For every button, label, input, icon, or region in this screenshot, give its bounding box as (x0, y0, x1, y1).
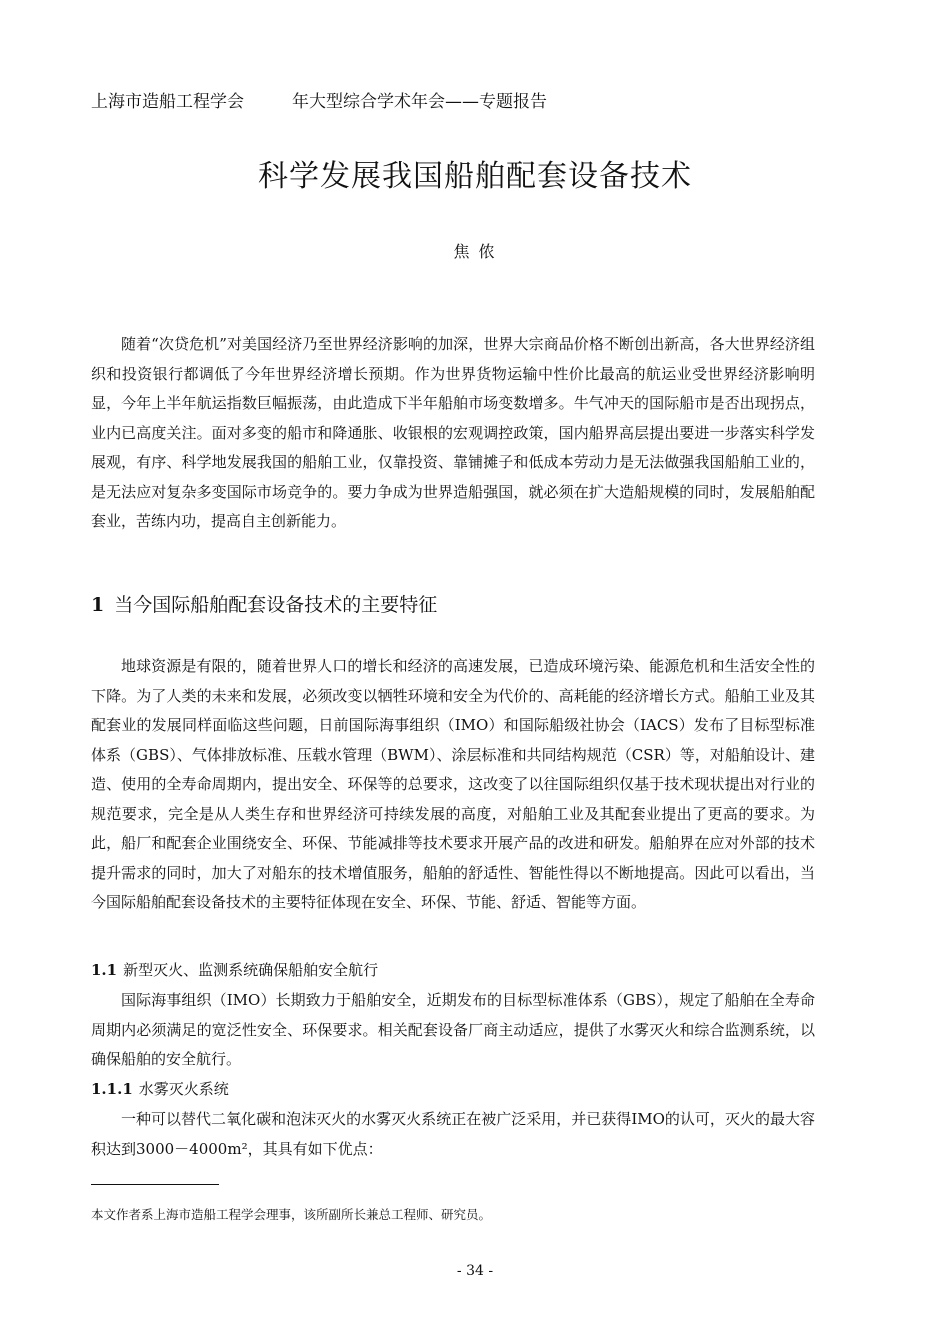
author-name: 焦 侬 (453, 242, 497, 261)
header-event: 年大型综合学术年会——专题报告 (292, 92, 547, 112)
subsection-1-1-1-body (91, 1105, 815, 1164)
subsection-1-1-heading (91, 956, 378, 986)
paper-title: 科学发展我国船舶配套设备技术 (258, 159, 692, 194)
intro-section (91, 330, 815, 537)
subsection-1-1-1-paragraph: 一种可以替代二氧化碳和泡沫灭火的水雾灭火系统正在被广泛采用，并已获得IMO的认可，灭火的最大容积达到3000－4000m²，其具有如下优点： (91, 1110, 815, 1158)
footnote-divider (91, 1184, 219, 1185)
section-1-title: 当今国际船舶配套设备技术的主要特征 (114, 594, 438, 616)
page-number: - 34 - (456, 1263, 494, 1279)
section-1-paragraph: 地球资源是有限的，随着世界人口的增长和经济的高速发展，已造成环境污染、能源危机和生活安全性的下降。为了人类的未来和发展，必须改变以牺牲环境和安全为代价的、高耗能的经济增长方式。船舶工业及其配套业的发展同样面临这些问题，日前国际海事组织（IMO）和国际船级社协会（IACS）发布了目标型标准体系（GBS）、气体排放标准、压载水管理（BWM）、涂层标准和共同结构规范（CSR）等，对船舶设计、建造、使用的全寿命周期内，提出安全、环保等的总要求，这改变了以往国际组织仅基于技术现状提出对行业的规范要求，完全是从人类生存和世界经济可持续发展的高度，对船舶工业及其配套业提出了更高的要求。为此，船厂和配套企业围绕安全、环保、节能减排等技术要求开展产品的改进和研发。船舶界在应对外部的技术提升需求的同时，加大了对船东的技术增值服务，船舶的舒适性、智能性得以不断地提高。因此可以看出，当今国际船舶配套设备技术的主要特征体现在安全、环保、节能、舒适、智能等方面。 (91, 657, 815, 911)
subsection-1-1-number: 1.1 (91, 961, 118, 979)
subsection-1-1-1-number: 1.1.1 (91, 1080, 133, 1098)
subsection-1-1-paragraph: 国际海事组织（IMO）长期致力于船舶安全，近期发布的目标型标准体系（GBS），规定了船舶在全寿命周期内必须满足的宽泛性安全、环保要求。相关配套设备厂商主动适应，提供了水雾灭火和综合监测系统，以确保船舶的安全航行。 (91, 991, 815, 1068)
subsection-1-1-1-heading (91, 1075, 229, 1105)
header-society: 上海市造船工程学会 (91, 92, 244, 112)
section-1-number: 1 (91, 594, 105, 616)
subsection-1-1-title: 新型灭火、监测系统确保船舶安全航行 (123, 961, 379, 979)
section-1-body (91, 652, 815, 918)
subsection-1-1-1-title: 水雾灭火系统 (138, 1080, 229, 1098)
subsection-1-1-body (91, 986, 815, 1075)
section-1-heading (91, 591, 437, 619)
running-header (91, 90, 547, 114)
footnote: 本文作者系上海市造船工程学会理事，该所副所长兼总工程师、研究员。 (91, 1207, 492, 1222)
intro-paragraph: 随着“次贷危机”对美国经济乃至世界经济影响的加深，世界大宗商品价格不断创出新高，各大世界经济组织和投资银行都调低了今年世界经济增长预期。作为世界货物运输中性价比最高的航运业受世界经济影响明显，今年上半年航运指数巨幅振荡，由此造成下半年船舶市场变数增多。牛气冲天的国际船市是否出现拐点，业内已高度关注。面对多变的船市和降通胀、收银根的宏观调控政策，国内船界高层提出要进一步落实科学发展观，有序、科学地发展我国的船舶工业，仅靠投资、靠铺摊子和低成本劳动力是无法做强我国船舶工业的，是无法应对复杂多变国际市场竞争的。要力争成为世界造船强国，就必须在扩大造船规模的同时，发展船舶配套业，苦练内功，提高自主创新能力。 (91, 335, 815, 530)
